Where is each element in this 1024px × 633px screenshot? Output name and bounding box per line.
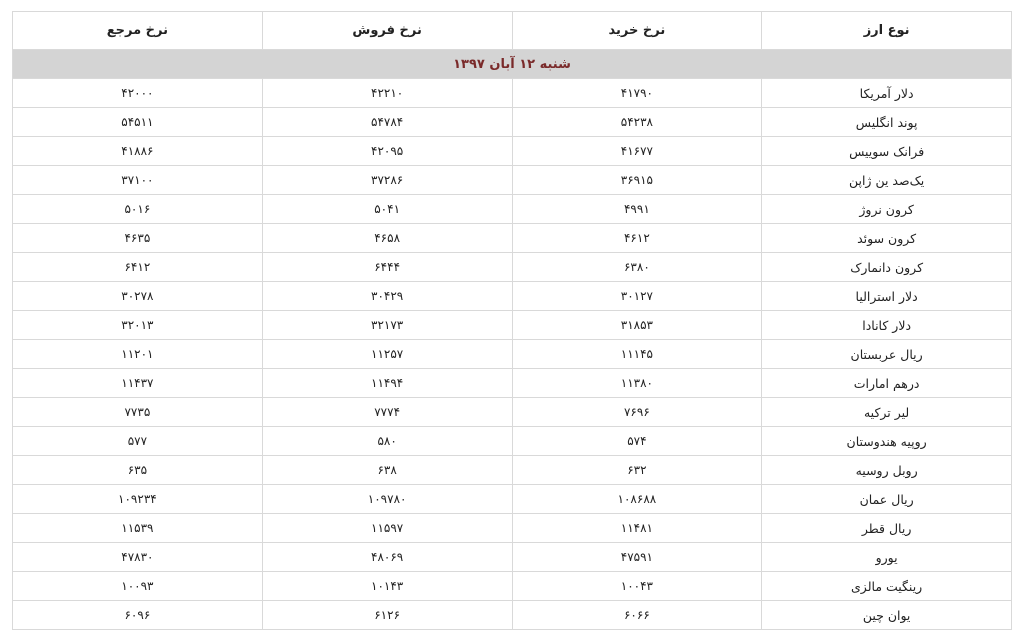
reference-rate: ۱۱۲۰۱ — [13, 340, 263, 369]
table-header-row — [13, 12, 1012, 50]
buy-rate: ۶۳۲ — [512, 456, 762, 485]
table-row — [13, 166, 1012, 195]
currency-name: دلار آمریکا — [762, 79, 1012, 108]
currency-name: یک‌صد ین ژاپن — [762, 166, 1012, 195]
table-row — [13, 224, 1012, 253]
buy-rate: ۴۶۱۲ — [512, 224, 762, 253]
sell-rate: ۱۱۲۵۷ — [262, 340, 512, 369]
reference-rate: ۳۲۰۱۳ — [13, 311, 263, 340]
table-row — [13, 543, 1012, 572]
table-row — [13, 601, 1012, 630]
buy-rate: ۱۰۰۴۳ — [512, 572, 762, 601]
currency-name: روپیه هندوستان — [762, 427, 1012, 456]
buy-rate: ۴۹۹۱ — [512, 195, 762, 224]
currency-rates-table-container — [12, 11, 1012, 630]
reference-rate: ۱۰۰۹۳ — [13, 572, 263, 601]
sell-rate: ۴۶۵۸ — [262, 224, 512, 253]
table-row — [13, 311, 1012, 340]
currency-name: کرون دانمارک — [762, 253, 1012, 282]
sell-rate: ۵۰۴۱ — [262, 195, 512, 224]
table-row — [13, 456, 1012, 485]
reference-rate: ۱۱۵۳۹ — [13, 514, 263, 543]
sell-rate: ۳۷۲۸۶ — [262, 166, 512, 195]
reference-rate: ۴۶۳۵ — [13, 224, 263, 253]
table-row — [13, 514, 1012, 543]
currency-name: کرون نروژ — [762, 195, 1012, 224]
sell-rate: ۵۴۷۸۴ — [262, 108, 512, 137]
sell-rate: ۱۱۴۹۴ — [262, 369, 512, 398]
currency-name: رینگیت مالزی — [762, 572, 1012, 601]
buy-rate: ۱۱۴۸۱ — [512, 514, 762, 543]
table-row — [13, 253, 1012, 282]
currency-name: فرانک سوییس — [762, 137, 1012, 166]
currency-name: درهم امارات — [762, 369, 1012, 398]
table-row — [13, 79, 1012, 108]
reference-rate: ۴۷۸۳۰ — [13, 543, 263, 572]
reference-rate: ۳۰۲۷۸ — [13, 282, 263, 311]
table-row — [13, 282, 1012, 311]
sell-rate: ۱۱۵۹۷ — [262, 514, 512, 543]
date-label: شنبه ۱۲ آبان ۱۳۹۷ — [13, 50, 1012, 79]
currency-name: یورو — [762, 543, 1012, 572]
buy-rate: ۶۰۶۶ — [512, 601, 762, 630]
sell-rate: ۶۴۴۴ — [262, 253, 512, 282]
reference-rate: ۳۷۱۰۰ — [13, 166, 263, 195]
buy-rate: ۳۶۹۱۵ — [512, 166, 762, 195]
reference-rate: ۶۴۱۲ — [13, 253, 263, 282]
table-row — [13, 572, 1012, 601]
header-reference-rate: نرخ مرجع — [13, 12, 263, 50]
reference-rate: ۱۱۴۳۷ — [13, 369, 263, 398]
buy-rate: ۳۰۱۲۷ — [512, 282, 762, 311]
currency-name: یوان چین — [762, 601, 1012, 630]
currency-name: ریال عمان — [762, 485, 1012, 514]
reference-rate: ۶۰۹۶ — [13, 601, 263, 630]
sell-rate: ۵۸۰ — [262, 427, 512, 456]
date-row — [13, 50, 1012, 79]
sell-rate: ۶۱۲۶ — [262, 601, 512, 630]
currency-name: ریال قطر — [762, 514, 1012, 543]
sell-rate: ۷۷۷۴ — [262, 398, 512, 427]
header-currency-type: نوع ارز — [762, 12, 1012, 50]
table-row — [13, 340, 1012, 369]
table-row — [13, 137, 1012, 166]
sell-rate: ۳۲۱۷۳ — [262, 311, 512, 340]
reference-rate: ۶۳۵ — [13, 456, 263, 485]
currency-rates-table — [12, 11, 1012, 630]
buy-rate: ۵۴۲۳۸ — [512, 108, 762, 137]
sell-rate: ۶۳۸ — [262, 456, 512, 485]
reference-rate: ۴۲۰۰۰ — [13, 79, 263, 108]
buy-rate: ۷۶۹۶ — [512, 398, 762, 427]
buy-rate: ۴۱۷۹۰ — [512, 79, 762, 108]
sell-rate: ۱۰۹۷۸۰ — [262, 485, 512, 514]
currency-name: پوند انگلیس — [762, 108, 1012, 137]
reference-rate: ۵۴۵۱۱ — [13, 108, 263, 137]
sell-rate: ۱۰۱۴۳ — [262, 572, 512, 601]
buy-rate: ۴۱۶۷۷ — [512, 137, 762, 166]
header-sell-rate: نرخ فروش — [262, 12, 512, 50]
reference-rate: ۵۰۱۶ — [13, 195, 263, 224]
sell-rate: ۳۰۴۲۹ — [262, 282, 512, 311]
currency-name: ریال عربستان — [762, 340, 1012, 369]
table-row — [13, 398, 1012, 427]
reference-rate: ۴۱۸۸۶ — [13, 137, 263, 166]
buy-rate: ۵۷۴ — [512, 427, 762, 456]
buy-rate: ۴۷۵۹۱ — [512, 543, 762, 572]
reference-rate: ۱۰۹۲۳۴ — [13, 485, 263, 514]
buy-rate: ۶۳۸۰ — [512, 253, 762, 282]
buy-rate: ۱۱۱۴۵ — [512, 340, 762, 369]
reference-rate: ۵۷۷ — [13, 427, 263, 456]
reference-rate: ۷۷۳۵ — [13, 398, 263, 427]
table-row — [13, 369, 1012, 398]
table-row — [13, 427, 1012, 456]
sell-rate: ۴۲۲۱۰ — [262, 79, 512, 108]
table-row — [13, 108, 1012, 137]
buy-rate: ۳۱۸۵۳ — [512, 311, 762, 340]
currency-name: دلار استرالیا — [762, 282, 1012, 311]
buy-rate: ۱۱۳۸۰ — [512, 369, 762, 398]
table-row — [13, 485, 1012, 514]
table-row — [13, 195, 1012, 224]
currency-name: روبل روسیه — [762, 456, 1012, 485]
sell-rate: ۴۲۰۹۵ — [262, 137, 512, 166]
currency-name: کرون سوئد — [762, 224, 1012, 253]
currency-name: دلار کانادا — [762, 311, 1012, 340]
buy-rate: ۱۰۸۶۸۸ — [512, 485, 762, 514]
header-buy-rate: نرخ خرید — [512, 12, 762, 50]
sell-rate: ۴۸۰۶۹ — [262, 543, 512, 572]
currency-name: لیر ترکیه — [762, 398, 1012, 427]
